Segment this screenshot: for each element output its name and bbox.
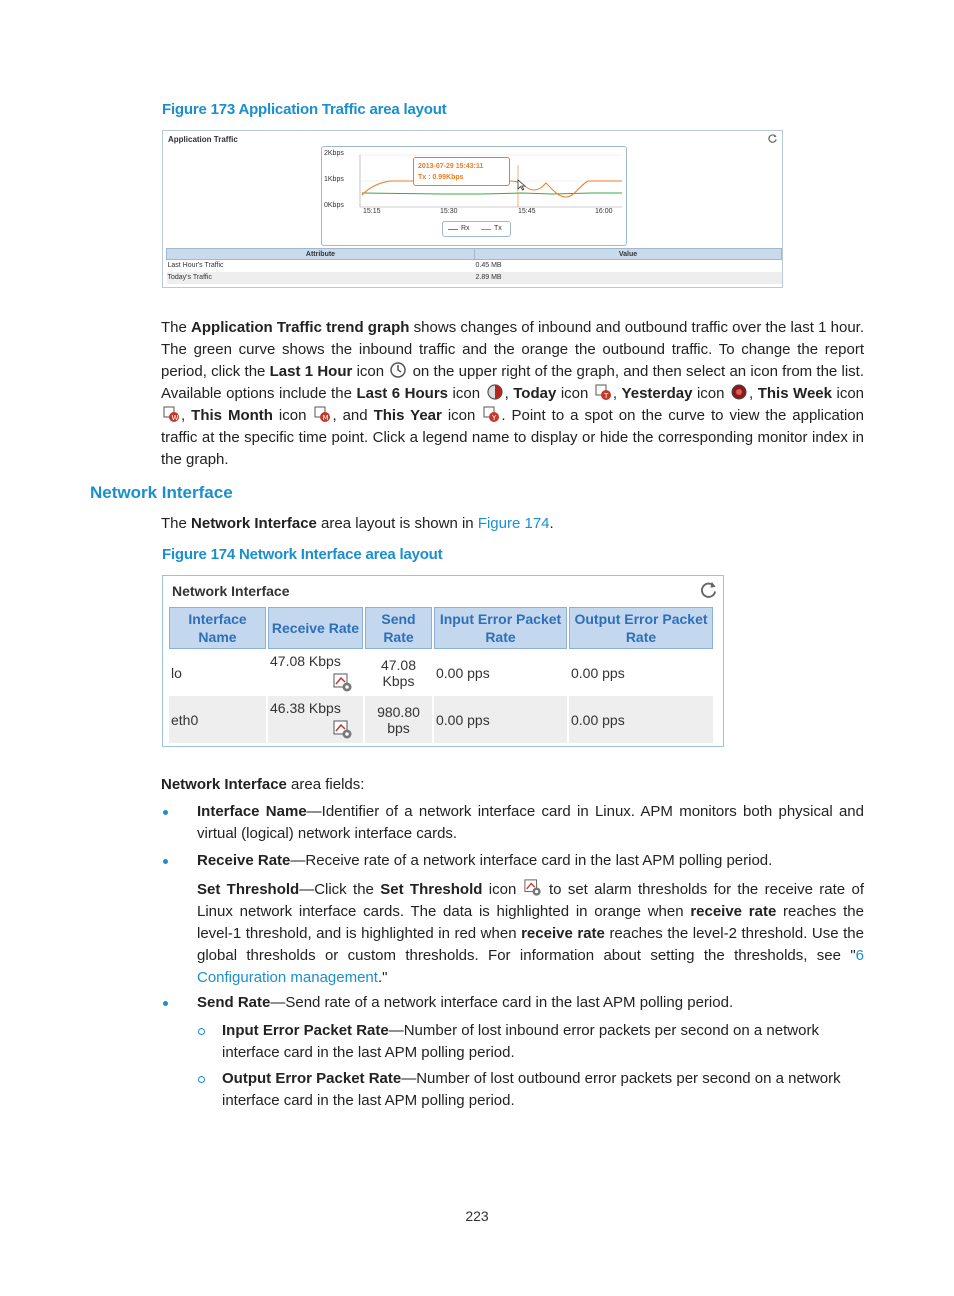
column-header: Attribute [167,249,475,260]
last-6-hours-icon [486,383,504,401]
attribute-cell: Today's Traffic [167,272,475,284]
table-row [167,272,782,284]
interface-name-cell: eth0 [169,696,266,743]
receive-rate-cell: 46.38 Kbps [268,696,363,743]
set-threshold-icon[interactable] [333,720,353,740]
table-row [169,649,713,696]
output-error-rate-cell: 0.00 pps [569,696,713,743]
figure-174-caption: Figure 174 Network Interface area layout [162,546,443,563]
application-traffic-panel [162,130,783,288]
bullet-interface-name: Interface Name—Identifier of a network interface card in Linux. APM monitors both physical and virtual (logical) network interface cards. [197,803,864,842]
y-tick-label: 0Kbps [324,202,344,209]
this-year-icon [482,405,500,423]
x-tick-label: 16:00 [595,208,613,215]
set-threshold-icon[interactable] [333,673,353,693]
input-error-rate-cell: 0.00 pps [436,664,490,681]
sub-bullet-marker [198,1076,205,1083]
rx-series-line [362,193,622,194]
yesterday-icon [730,383,748,401]
traffic-description-paragraph: The Application Traffic trend graph shows changes of inbound and outbound traffic over the last 1 hour. The green curve shows the inbound traffic and the orange the outbound traffic. To change the report period, click the Last 1 Hour icon on the upper right of the graph, and then select an icon from the list. Available options include the Last 6 Hours icon , Today icon T , Yesterday icon , This Week icon W , This Month icon M , and This Year icon Y . Point to a spot on the curve to view the application traffic at the specific time point. Click a legend name to display or hide the corresponding monitor index in the graph. [161,319,865,468]
y-tick-label: 1Kbps [324,176,344,183]
traffic-attribute-table [166,248,782,284]
this-month-icon [313,405,331,423]
set-threshold-description: Set Threshold—Click the Set Threshold icon to set alarm thresholds for the receive rate of Linux network interface cards. The data is highlighted in orange when receive rate reaches the level-1 threshold, and is highlighted in red when receive rate reaches the level-2 threshold. Use the global thresholds or custom thresholds. For information about setting the thresholds, see "6 Configuration management." [197,881,864,986]
svg-text:M: M [322,414,329,422]
last-1-hour-icon [389,361,407,379]
value-cell: 2.89 MB [475,272,782,284]
bullet-marker [163,810,168,815]
figure-174-link[interactable]: Figure 174 [477,515,550,532]
fields-intro: Network Interface area fields: [161,776,365,793]
send-rate-cell: 980.80 bps [365,696,432,743]
tooltip-time: 2013-07-29 15:43:11 [418,163,484,170]
column-header-interface-name: Interface Name [169,607,266,649]
column-header-receive-rate: Receive Rate [268,607,363,649]
network-interface-table [167,607,715,743]
table-row [167,260,782,272]
page-number: 223 [465,1208,489,1224]
today-icon [594,383,612,401]
column-header-send-rate: Send Rate [365,607,432,649]
this-week-icon [162,405,180,423]
column-header-output-error-packet-rate: Output Error Packet Rate [569,607,713,649]
bullet-receive-rate: Receive Rate—Receive rate of a network interface card in the last APM polling period. [197,852,773,869]
interface-name-cell: lo [171,664,182,681]
x-tick-label: 15:45 [518,208,536,215]
network-interface-panel [162,575,724,747]
bullet-marker [163,1001,168,1006]
output-error-rate-cell: 0.00 pps [571,664,625,681]
panel-title: Network Interface [172,583,290,599]
x-tick-label: 15:15 [363,208,381,215]
value-cell: 0.45 MB [475,262,502,270]
configuration-management-link[interactable]: 6 Configuration management [197,947,864,986]
attribute-cell: Last Hour's Traffic [167,262,224,270]
receive-rate-cell: 47.08 Kbps [268,649,363,696]
sub-bullet-input-error-rate: Input Error Packet Rate—Number of lost inbound error packets per second on a network interface card in the last APM polling period. [222,1022,819,1061]
traffic-trend-graph [321,146,627,246]
table-row [169,696,713,743]
legend-rx[interactable]: Rx [461,225,470,232]
network-interface-intro: The Network Interface area layout is shown in Figure 174. [161,515,554,532]
section-heading: Network Interface [90,483,233,502]
input-error-rate-cell: 0.00 pps [434,696,567,743]
set-threshold-icon [524,879,542,897]
x-tick-label: 15:30 [440,208,458,215]
bullet-marker [163,859,168,864]
figure-173-caption: Figure 173 Application Traffic area layout [162,101,447,118]
svg-text:Y: Y [492,414,497,422]
legend-tx[interactable]: Tx [494,225,502,232]
column-header: Value [475,249,782,260]
rx-legend-swatch [448,229,458,230]
svg-text:W: W [171,414,179,422]
hover-tooltip [413,157,510,186]
refresh-icon[interactable] [699,580,718,599]
sub-bullet-output-error-rate: Output Error Packet Rate—Number of lost outbound error packets per second on a network interface card in the last APM polling period. [222,1070,841,1109]
bullet-send-rate: Send Rate—Send rate of a network interface card in the last APM polling period. [197,994,734,1011]
chart-legend [442,221,511,237]
panel-title: Application Traffic [168,135,238,144]
column-header-input-error-packet-rate: Input Error Packet Rate [434,607,567,649]
sub-bullet-marker [198,1028,205,1035]
y-tick-label: 2Kbps [324,150,344,157]
send-rate-cell: 47.08 Kbps [380,656,417,689]
mouse-cursor-icon [517,179,526,191]
refresh-icon[interactable] [767,133,778,144]
svg-text:T: T [603,392,609,400]
tx-legend-swatch [481,229,491,230]
tooltip-value: Tx : 0.99Kbps [418,174,464,181]
